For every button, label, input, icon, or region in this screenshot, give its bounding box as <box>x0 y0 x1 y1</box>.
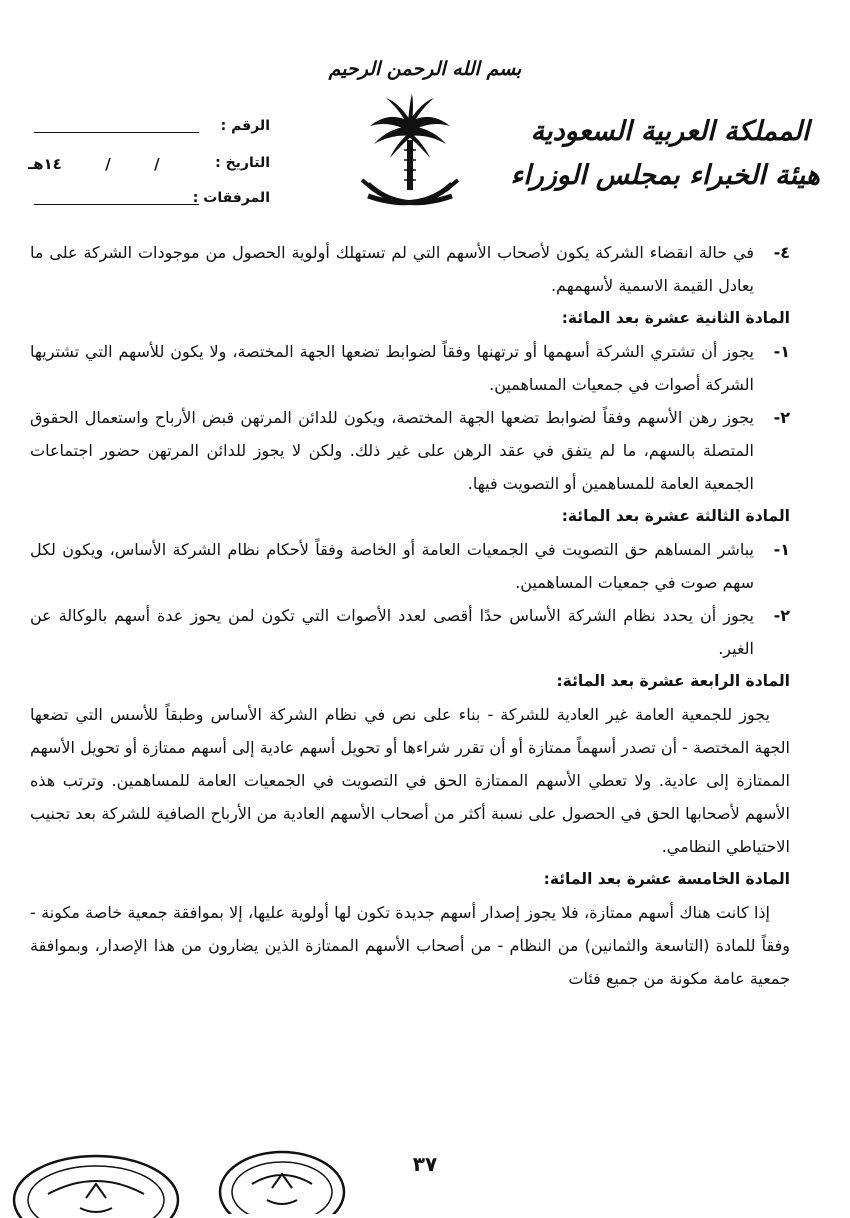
reference-label: الرقم : <box>220 118 270 134</box>
item-text: يجوز أن تشتري الشركة أسهمها أو ترتهنها وفقاً لضوابط تضعها الجهة المختصة، ولا يكون للأسهم التي تشتريها الشركة أصوات في جمعيات المساهمين. <box>30 342 754 394</box>
palm-swords-emblem-icon <box>360 92 460 217</box>
attachments-blank-line <box>34 204 199 205</box>
reference-blank-line <box>34 132 199 133</box>
article-heading: المادة الثالثة عشرة بعد المائة: <box>561 507 790 525</box>
item-text: يجوز أن يحدد نظام الشركة الأساس حدًا أقصى لعدد الأصوات التي تكون لمن يحوز عدة أسهم بالوكالة عن الغير. <box>30 606 754 658</box>
article-paragraph: يجوز للجمعية العامة غير العادية للشركة - بناء على نص في نظام الشركة الأساس وطبقاً للأسس التي تضعها الجهة المختصة - أن تصدر أسهماً ممتازة أو أن تقرر شراءها أو تحويل أسهم عادية إلى أسهم ممتازة أو تحويل الأسهم الممتازة إلى عادية. ولا تعطي الأسهم الممتازة الحق في التصويت في الجمعيات العامة للمساهمين. وترتب هذه الأسهم لأصحابها الحق في الحصول على نسبة أكثر من أصحاب الأسهم العادية من الأرباح الصافية للشركة بعد تجنيب الاحتياطي النظامي. <box>30 705 790 856</box>
official-seal-icon <box>8 1148 183 1218</box>
kingdom-name: المملكة العربية السعودية <box>530 116 810 147</box>
list-item <box>30 335 790 401</box>
list-item <box>30 599 790 665</box>
document-body <box>30 236 790 995</box>
reference-number-field <box>28 118 328 144</box>
letterhead-title <box>510 110 820 198</box>
attachments-field <box>28 190 328 216</box>
item-number: ١- <box>773 342 790 361</box>
date-year-suffix: ١٤هـ <box>28 155 62 173</box>
list-item <box>30 401 790 500</box>
date-field <box>28 155 328 181</box>
date-blanks <box>28 155 203 173</box>
article-paragraph: إذا كانت هناك أسهم ممتازة، فلا يجوز إصدار أسهم جديدة تكون لها أولوية عليها، إلا بموافقة جمعية خاصة مكونة - وفقاً للمادة (التاسعة والثمانين) من النظام - من أصحاب الأسهم الممتازة الذين يضارون من هذا الإصدار، وبموافقة جمعية عامة مكونة من جميع فئات <box>30 903 790 988</box>
date-separator: / <box>105 155 111 173</box>
item-number: ١- <box>773 540 790 559</box>
item-text: في حالة انقضاء الشركة يكون لأصحاب الأسهم التي لم تستهلك أولوية الحصول من موجودات الشركة على ما يعادل القيمة الاسمية لأسهمهم. <box>30 243 754 295</box>
item-text: يجوز رهن الأسهم وفقاً لضوابط تضعها الجهة المختصة، ويكون للدائن المرتهن قبض الأرباح واستعمال الحقوق المتصلة بالسهم، ما لم يتفق في عقد الرهن على غير ذلك. ولكن لا يجوز للدائن المرتهن حضور اجتماعات الجمعية العامة للمساهمين أو التصويت فيها. <box>30 408 754 493</box>
bismillah-calligraphy: بسم الله الرحمن الرحيم <box>328 58 522 80</box>
item-number: ٢- <box>773 408 790 427</box>
article-heading: المادة الثانية عشرة بعد المائة: <box>561 309 790 327</box>
authority-name: هيئة الخبراء بمجلس الوزراء <box>510 160 820 191</box>
page-number: ٣٧ <box>412 1152 438 1176</box>
article-heading: المادة الرابعة عشرة بعد المائة: <box>556 672 790 690</box>
date-label: التاريخ : <box>215 155 270 171</box>
item-number: ٢- <box>773 606 790 625</box>
list-item <box>30 533 790 599</box>
official-seal-icon <box>212 1144 352 1214</box>
attachments-label: المرفقات : <box>192 190 270 206</box>
date-separator: / <box>154 155 160 173</box>
item-number: ٤- <box>773 243 790 262</box>
article-heading: المادة الخامسة عشرة بعد المائة: <box>543 870 790 888</box>
list-item <box>30 236 790 302</box>
item-text: يباشر المساهم حق التصويت في الجمعيات العامة أو الخاصة وفقاً لأحكام نظام الشركة الأساس، ويكون لكل سهم صوت في جمعيات المساهمين. <box>30 540 754 592</box>
